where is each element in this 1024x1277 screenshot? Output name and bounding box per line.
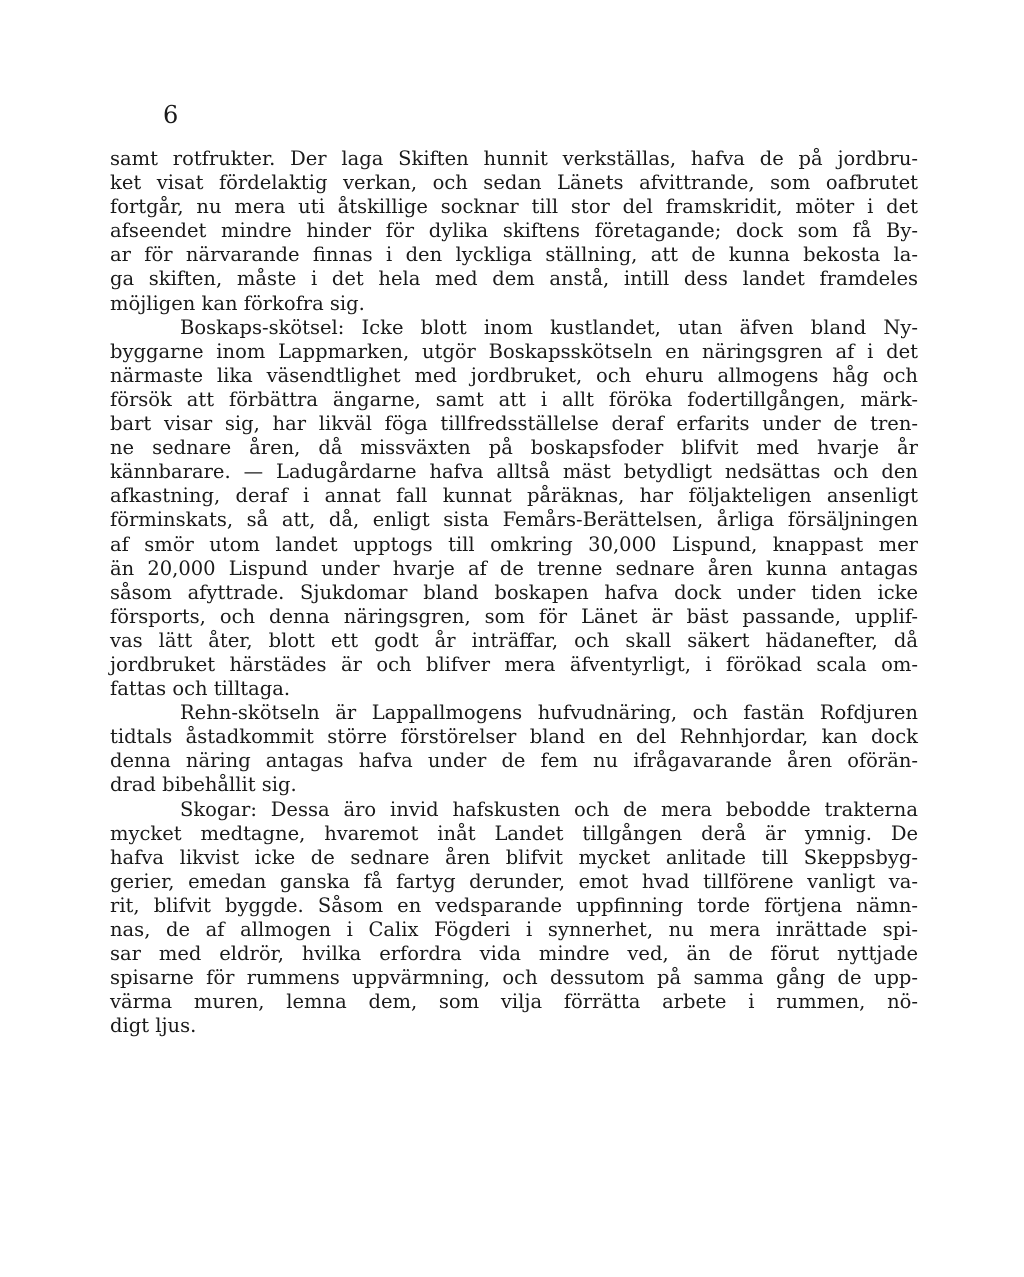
text-line: afseendet mindre hinder för dylika skiftens företagande; dock som få By- <box>110 219 918 243</box>
page-number: 6 <box>163 101 179 129</box>
text-line: ar för närvarande finnas i den lyckliga ställning, att de kunna bekosta la- <box>110 243 918 267</box>
text-line: värma muren, lemna dem, som vilja förrätta arbete i rummen, nö- <box>110 990 918 1014</box>
paragraph-p4 <box>110 798 918 1039</box>
text-line: kännbarare. — Ladugårdarne hafva alltså mäst betydligt nedsättas och den <box>110 460 918 484</box>
paragraph-p1 <box>110 147 918 316</box>
text-line: mycket medtagne, hvaremot inåt Landet tillgången derå är ymnig. De <box>110 821 918 845</box>
text-line: nas, de af allmogen i Calix Fögderi i synnerhet, nu mera inrättade spi- <box>110 918 918 941</box>
text-line: sar med eldrör, hvilka erfordra vida mindre ved, än de förut nyttjade <box>110 942 918 966</box>
paragraph-p2 <box>110 316 918 702</box>
text-line: vas lätt åter, blott ett godt år inträffar, och skall säkert hädanefter, då <box>110 628 918 652</box>
text-line: hafva likvist icke de sednare åren blifvit mycket anlitade till Skeppsbyg- <box>110 845 918 869</box>
text-line: jordbruket härstädes är och blifver mera äfventyrligt, i förökad scala om- <box>110 652 918 676</box>
text-line: närmaste lika väsendtlighet med jordbruket, och ehuru allmogens håg och <box>110 363 918 387</box>
text-line: byggarne inom Lappmarken, utgör Boskapsskötseln en näringsgren af i det <box>110 339 918 363</box>
text-line: Boskaps-skötsel: Icke blott inom kustlandet, utan äfven bland Ny- <box>180 315 918 339</box>
text-line: ne sednare åren, då missväxten på boskapsfoder blifvit med hvarje år <box>110 436 918 460</box>
text-line: drad bibehållit sig. <box>110 773 297 797</box>
text-line: denna näring antagas hafva under de fem nu ifrågavarande åren oförän- <box>110 749 918 773</box>
text-line: förminskats, så att, då, enligt sista Femårs-Berättelsen, årliga försäljningen <box>110 508 918 532</box>
text-line: af smör utom landet upptogs till omkring 30,000 Lispund, knappast mer <box>110 532 918 556</box>
text-line: Rehn-skötseln är Lappallmogens hufvudnäring, och fastän Rofdjuren <box>180 701 918 725</box>
text-line: rit, blifvit byggde. Såsom en vedsparande uppfinning torde förtjena nämn- <box>110 893 918 917</box>
text-line: fattas och tilltaga. <box>110 677 291 701</box>
text-line: såsom afyttrade. Sjukdomar bland boskapen hafva dock under tiden icke <box>110 580 918 604</box>
text-line: bart visar sig, har likväl föga tillfredsställelse deraf erfarits under de tren- <box>110 412 918 436</box>
text-line: fortgår, nu mera uti åtskillige socknar till stor del framskridit, möter i det <box>110 195 918 219</box>
text-line: digt ljus. <box>110 1014 197 1038</box>
paragraph-p3 <box>110 701 918 797</box>
text-line: gerier, emedan ganska få fartyg derunder, emot hvad tillförene vanligt va- <box>110 869 918 893</box>
text-line: försök att förbättra ängarne, samt att i allt föröka fodertillgången, märk- <box>110 387 918 411</box>
text-line: afkastning, deraf i annat fall kunnat påräknas, har följakteligen ansenligt <box>110 484 918 508</box>
text-line: samt rotfrukter. Der laga Skiften hunnit verkställas, hafva de på jordbru- <box>110 147 918 170</box>
text-line: spisarne för rummens uppvärmning, och dessutom på samma gång de upp- <box>110 966 918 990</box>
text-line: försports, och denna näringsgren, som för Länet är bäst passande, upplif- <box>110 604 918 628</box>
text-line: ga skiften, måste i det hela med dem anstå, intill dess landet framdeles <box>110 267 918 291</box>
text-line: än 20,000 Lispund under hvarje af de trenne sednare åren kunna antagas <box>110 556 918 580</box>
text-line: tidtals åstadkommit större förstörelser bland en del Rehnhjordar, kan dock <box>110 725 918 749</box>
body-text <box>110 147 918 1038</box>
text-line: Skogar: Dessa äro invid hafskusten och de mera bebodde trakterna <box>180 797 918 821</box>
text-line: möjligen kan förkofra sig. <box>110 291 365 315</box>
text-line: ket visat fördelaktig verkan, och sedan Länets afvittrande, som oafbrutet <box>110 171 918 195</box>
